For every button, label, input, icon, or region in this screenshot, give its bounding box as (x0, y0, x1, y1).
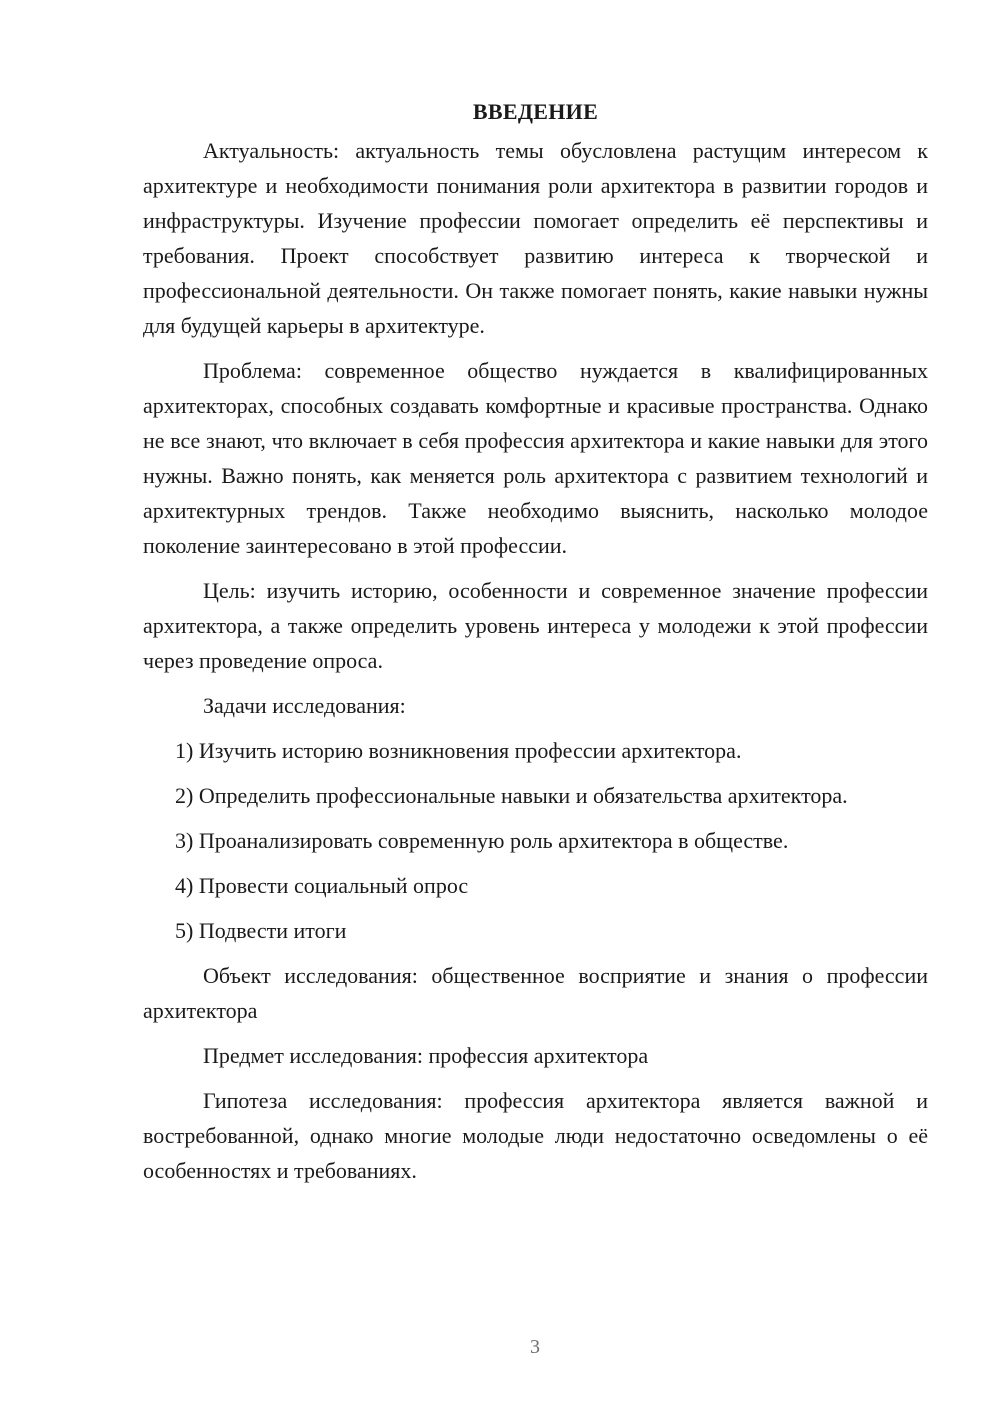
task-item-5: 5) Подвести итоги (175, 918, 347, 943)
tasks-heading: Задачи исследования: (203, 693, 406, 718)
page-number: 3 (530, 1336, 540, 1358)
paragraph-problem: Проблема: современное общество нуждается в квалифицированных архитекторах, способных создавать комфортные и красивые пространства. Однако не все знают, что включает в себя профессия архитектора и какие навыки для этого нужны. Важно понять, как меняется роль архитектора с развитием технологий и архитектурных трендов. Также необходимо выяснить, насколько молодое поколение заинтересовано в этой профессии. (143, 358, 928, 558)
task-item-1: 1) Изучить историю возникновения профессии архитектора. (175, 738, 742, 763)
task-item-4: 4) Провести социальный опрос (175, 873, 469, 898)
task-item-3: 3) Проанализировать современную роль архитектора в обществе. (175, 828, 789, 853)
paragraph-goal: Цель: изучить историю, особенности и современное значение профессии архитектора, а также определить уровень интереса у молодежи к этой профессии через проведение опроса. (143, 578, 928, 673)
paragraph-object: Объект исследования: общественное восприятие и знания о профессии архитектора (143, 963, 928, 1023)
page-title: ВВЕДЕНИЕ (472, 99, 599, 124)
paragraph-subject: Предмет исследования: профессия архитектора (203, 1043, 649, 1068)
task-item-2: 2) Определить профессиональные навыки и обязательства архитектора. (175, 783, 848, 808)
paragraph-hypothesis: Гипотеза исследования: профессия архитектора является важной и востребованной, однако многие молодые люди недостаточно осведомлены о её особенностях и требованиях. (143, 1088, 928, 1183)
paragraph-relevance: Актуальность: актуальность темы обусловлена растущим интересом к архитектуре и необходимости понимания роли архитектора в развитии городов и инфраструктуры. Изучение профессии помогает определить её перспективы и требования. Проект способствует развитию интереса к творческой и профессиональной деятельности. Он также помогает понять, какие навыки нужны для будущей карьеры в архитектуре. (143, 138, 928, 338)
page-content (143, 92, 928, 1188)
